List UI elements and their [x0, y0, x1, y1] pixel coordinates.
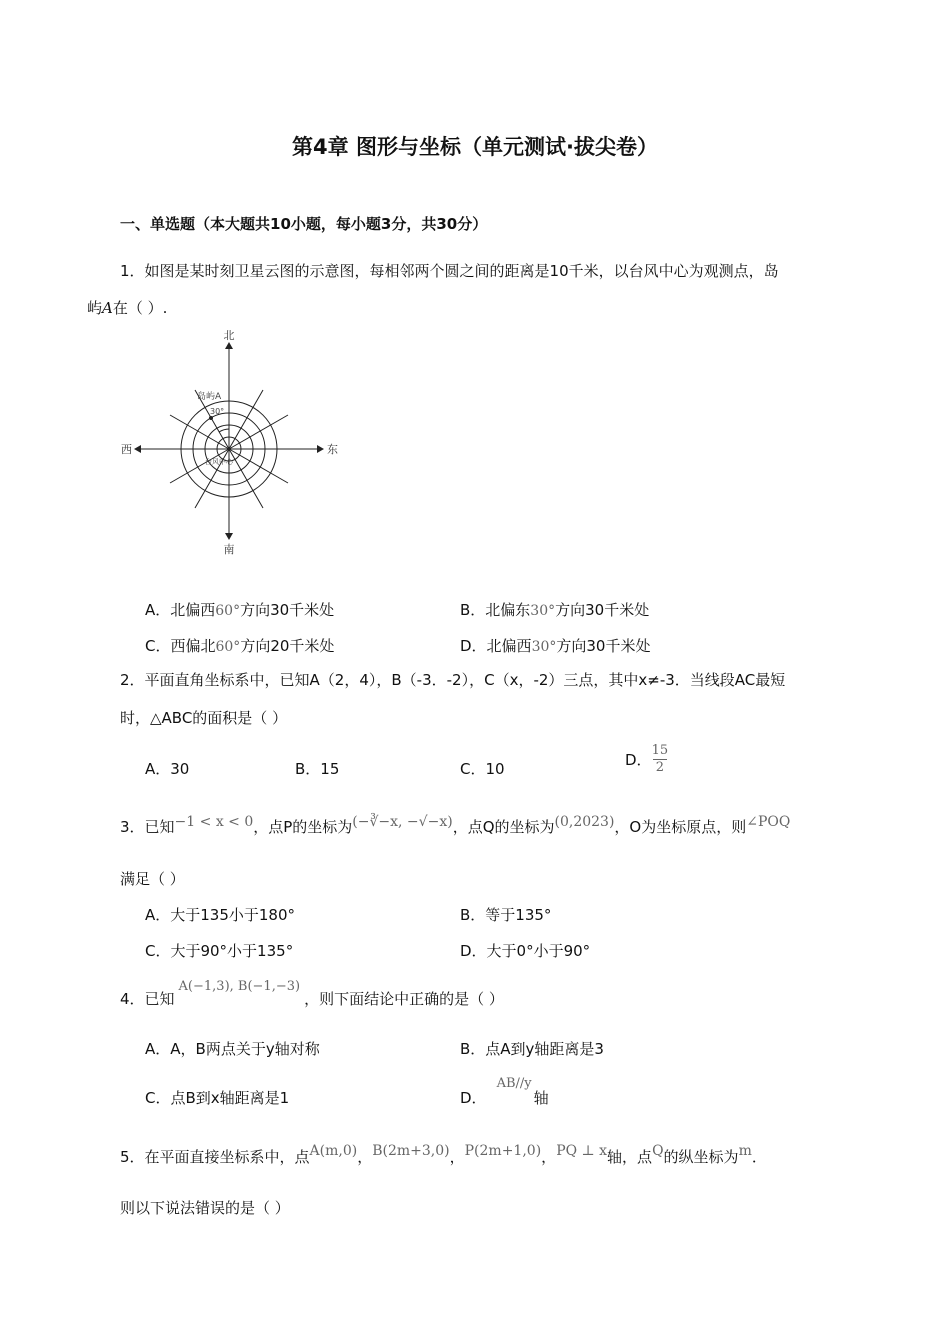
q5-sep1: ，: [357, 1148, 373, 1166]
section-heading: [120, 213, 487, 234]
q2-text-line1: 2．平面直角坐标系中，已知A（2，4），B（-3．-2），C（x，-2）三点，其中x≠-3．当线段AC最短: [120, 671, 786, 689]
q5-p4: ．: [751, 1148, 767, 1166]
q4-p1: 4．已知: [120, 990, 175, 1008]
q2-option-d[interactable]: [625, 743, 668, 776]
q1-option-d[interactable]: [460, 635, 650, 656]
section-heading-label: 一、单选题: [120, 215, 196, 233]
q5-math-point-a: A(m,0): [309, 1143, 358, 1159]
q1-option-d-post: 方向30千米处: [556, 637, 651, 655]
q4-option-d-post: 轴: [533, 1089, 549, 1107]
q4-option-d[interactable]: [460, 1076, 549, 1108]
q3-math-point-p: (−∛−x, −√−x): [352, 814, 453, 830]
q3-math-angle: ∠POQ: [746, 814, 791, 830]
q1-option-d-pre: D．北偏西: [460, 637, 532, 655]
q3-p2: ，点P的坐标为: [253, 818, 353, 836]
south-label: 南: [223, 543, 235, 556]
q1-option-b-post: 方向30千米处: [555, 601, 650, 619]
q1-option-b-math: 30°: [530, 603, 556, 619]
q3-option-d[interactable]: D．大于0°小于90°: [460, 942, 591, 960]
q3-p1: 3．已知: [120, 818, 175, 836]
q1-option-b[interactable]: [460, 599, 649, 620]
q4-p2: ，则下面结论中正确的是（ ）: [304, 990, 504, 1008]
q1-option-a[interactable]: [145, 599, 334, 620]
q5-sep3: ，: [541, 1148, 557, 1166]
q2-text-line2: 时，△ABC的面积是（ ）: [120, 709, 288, 727]
q1-option-b-pre: B．北偏东: [460, 601, 531, 619]
q3-option-a[interactable]: A．大于135小于180°: [145, 906, 296, 924]
q4-math-points: A(−1,3), B(−1,−3): [178, 979, 301, 994]
q5-math-point-p: P(2m+1,0): [464, 1143, 542, 1159]
q3-option-b[interactable]: B．等于135°: [460, 906, 552, 924]
q1-text-pre: 屿: [87, 299, 103, 317]
q1-option-a-math: 60°: [215, 603, 241, 619]
q1-compass-figure: [115, 325, 345, 560]
q5-math-perp: PQ ⊥ x: [556, 1143, 608, 1159]
q4-option-b[interactable]: B．点A到y轴距离是3: [460, 1040, 604, 1058]
west-label: 西: [121, 443, 132, 456]
q4-option-d-math: AB//y: [496, 1076, 532, 1091]
q5-math-point-b: B(2m+3,0): [372, 1143, 450, 1159]
fraction-denominator: 2: [655, 760, 664, 775]
q5-p1: 5．在平面直接坐标系中，点: [120, 1148, 310, 1166]
q2-option-b[interactable]: B．15: [295, 760, 340, 778]
q3-option-c[interactable]: C．大于90°小于135°: [145, 942, 294, 960]
q1-option-c-post: 方向20千米处: [240, 637, 335, 655]
q1-option-c[interactable]: [145, 635, 334, 656]
q2-option-c[interactable]: C．10: [460, 760, 505, 778]
angle-label: 30°: [210, 407, 225, 416]
q5-p2: 轴，点: [607, 1148, 653, 1166]
north-label: 北: [223, 329, 235, 342]
q4-option-a[interactable]: A．A，B两点关于y轴对称: [145, 1040, 320, 1058]
q2-option-d-fraction: [652, 743, 669, 776]
q3-math-point-q: (0,2023): [554, 814, 615, 830]
q4-text-line1: [120, 979, 504, 1011]
q1-option-d-math: 30°: [531, 639, 557, 655]
island-a-point: [209, 416, 213, 420]
q1-option-c-math: 60°: [215, 639, 241, 655]
q1-option-a-post: 方向30千米处: [240, 601, 335, 619]
q1-option-a-pre: A．北偏西: [145, 601, 216, 619]
page-title: 第4章 图形与坐标（单元测试·拔尖卷）: [292, 135, 658, 159]
fraction-numerator: 15: [651, 743, 669, 758]
q3-p3: ，点Q的坐标为: [452, 818, 555, 836]
island-a-label: 岛屿A: [197, 392, 222, 402]
q5-text-line1: [120, 1143, 767, 1168]
q1-text-line2: [87, 298, 167, 318]
q4-option-c[interactable]: C．点B到x轴距离是1: [145, 1089, 290, 1107]
q3-math-range: −1 < x < 0: [174, 814, 254, 830]
q5-text-line2: 则以下说法错误的是（ ）: [120, 1199, 290, 1217]
q5-math-m: m: [738, 1143, 752, 1159]
q3-p4: ，O为坐标原点，则: [614, 818, 747, 836]
q2-option-d-pre: D．: [625, 751, 652, 769]
q1-text-post: 在（ ）.: [112, 299, 168, 317]
q4-option-d-pre: D．: [460, 1089, 487, 1107]
q5-math-q: Q: [652, 1143, 664, 1159]
typhoon-center-label: 台风中心: [205, 458, 233, 466]
q1-text-line1: 1．如图是某时刻卫星云图的示意图，每相邻两个圆之间的距离是10千米，以台风中心为观测点，岛: [120, 262, 779, 280]
q1-option-c-pre: C．西偏北: [145, 637, 216, 655]
east-label: 东: [327, 443, 338, 456]
q1-var-a: A: [102, 299, 113, 317]
q5-sep2: ，: [449, 1148, 465, 1166]
section-heading-note: （本大题共10小题，每小题3分，共30分）: [195, 215, 488, 233]
q3-text-line1: [120, 814, 791, 838]
q2-option-a[interactable]: A．30: [145, 760, 190, 778]
q5-p3: 的纵坐标为: [663, 1148, 739, 1166]
q3-text-line2: 满足（ ）: [120, 870, 185, 888]
